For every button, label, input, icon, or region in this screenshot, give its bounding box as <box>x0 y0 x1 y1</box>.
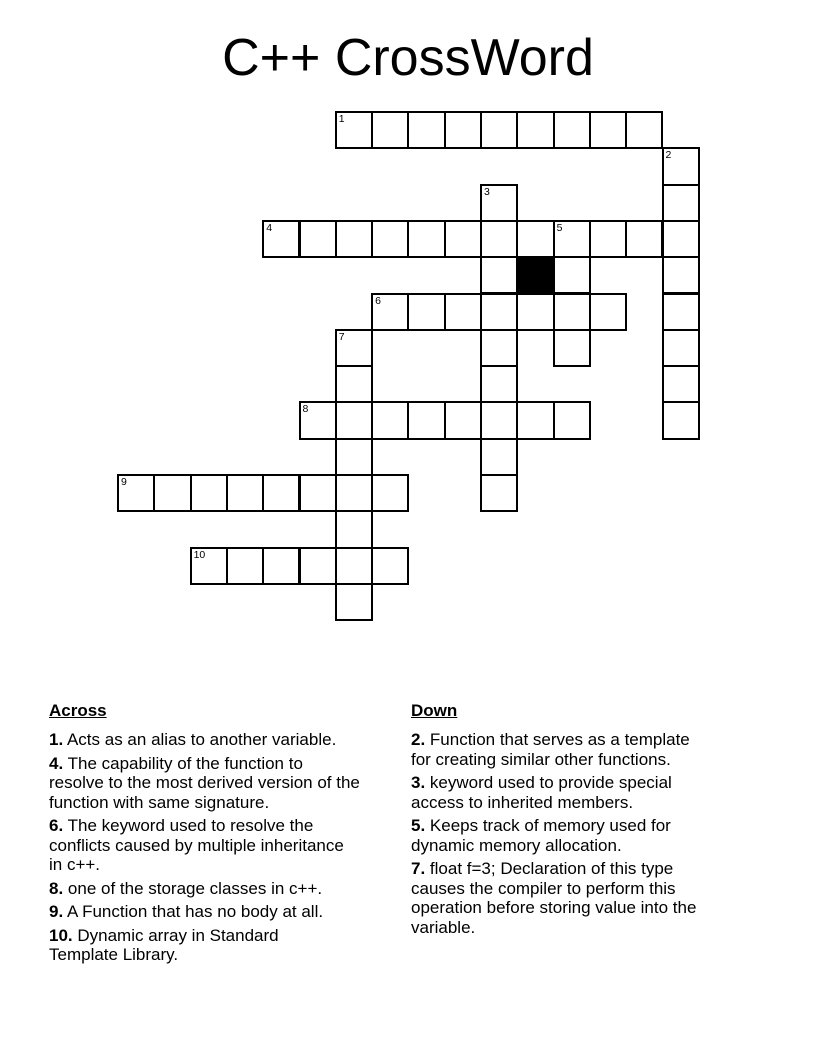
grid-cell[interactable] <box>299 547 337 585</box>
grid-cell[interactable] <box>444 111 482 149</box>
clue-across-8 <box>49 879 415 899</box>
grid-cell[interactable] <box>371 220 409 258</box>
grid-cell[interactable] <box>480 293 518 331</box>
clue-line: conflicts caused by multiple inheritance <box>49 835 344 855</box>
grid-cell[interactable] <box>407 401 445 439</box>
cell-number: 9 <box>121 476 127 488</box>
clue-line: 6. The keyword used to resolve the <box>49 816 314 835</box>
cell-number: 8 <box>302 403 309 416</box>
grid-cell[interactable] <box>480 365 518 403</box>
grid-cell[interactable] <box>516 111 554 149</box>
clue-line: 4. The capability of the function to <box>49 753 303 773</box>
clue-number: 2. <box>411 730 426 749</box>
clue-across-4 <box>49 754 415 813</box>
grid-cell[interactable] <box>190 474 228 512</box>
clue-line: for creating similar other functions. <box>411 749 671 769</box>
grid-cell[interactable] <box>662 184 700 222</box>
grid-cell[interactable] <box>662 293 700 331</box>
grid-cell[interactable] <box>589 111 627 149</box>
grid-cell-black <box>516 256 554 294</box>
grid-cell[interactable] <box>335 365 373 403</box>
clue-line: 2. Function that serves as a template <box>411 730 690 749</box>
clue-line: 3. keyword used to provide special <box>411 773 672 792</box>
grid-cell[interactable] <box>407 220 445 258</box>
grid-cell[interactable] <box>407 111 445 149</box>
grid-cell[interactable] <box>662 256 700 294</box>
grid-cell[interactable] <box>444 401 482 439</box>
clue-line: resolve to the most derived version of the <box>49 773 360 792</box>
cell-number: 2 <box>665 149 672 162</box>
grid-cell[interactable] <box>553 293 591 331</box>
grid-cell[interactable] <box>299 220 337 258</box>
grid-cell[interactable] <box>480 111 518 149</box>
across-clues <box>49 701 415 969</box>
clue-line: Template Library. <box>49 945 179 964</box>
clue-across-9 <box>49 902 415 922</box>
clue-number: 3. <box>411 773 426 792</box>
grid-cell[interactable] <box>553 111 591 149</box>
grid-cell[interactable] <box>335 583 373 621</box>
grid-cell[interactable] <box>625 111 663 149</box>
grid-cell[interactable] <box>516 220 554 258</box>
clue-number: 8. <box>49 878 64 898</box>
cell-number: 3 <box>484 185 490 198</box>
cell-number: 7 <box>338 330 345 343</box>
cell-number: 4 <box>266 221 273 234</box>
grid-cell[interactable] <box>407 293 445 331</box>
grid-cell[interactable] <box>662 365 700 403</box>
grid-cell[interactable] <box>480 401 518 439</box>
clue-number: 6. <box>49 816 64 835</box>
clue-down-7 <box>411 859 767 937</box>
grid-cell[interactable] <box>662 220 700 258</box>
clue-across-1 <box>49 730 415 750</box>
clue-down-2 <box>411 730 767 769</box>
grid-cell[interactable] <box>589 220 627 258</box>
grid-cell[interactable] <box>262 474 300 512</box>
clue-number: 10. <box>49 925 73 945</box>
grid-cell[interactable] <box>371 111 409 149</box>
grid-cell[interactable] <box>480 438 518 476</box>
cell-number: 6 <box>375 294 381 307</box>
grid-cell[interactable] <box>444 220 482 258</box>
clue-line: 8. one of the storage classes in c++. <box>49 878 323 898</box>
grid-cell[interactable] <box>480 256 518 294</box>
grid-cell[interactable] <box>335 220 373 258</box>
clue-number: 7. <box>411 859 426 878</box>
clue-number: 5. <box>411 816 426 835</box>
clue-down-5 <box>411 816 767 855</box>
grid-cell[interactable] <box>480 329 518 367</box>
grid-cell[interactable] <box>516 401 554 439</box>
clue-line: dynamic memory allocation. <box>411 835 622 855</box>
grid-cell[interactable] <box>662 401 700 439</box>
clue-across-6 <box>49 816 415 875</box>
clue-line: 7. float f=3; Declaration of this type <box>411 859 674 878</box>
grid-cell[interactable] <box>444 293 482 331</box>
clue-number: 4. <box>49 753 64 773</box>
clue-down-3 <box>411 773 767 812</box>
grid-cell[interactable] <box>516 293 554 331</box>
grid-cell[interactable] <box>553 256 591 294</box>
clue-line: function with same signature. <box>49 792 270 812</box>
across-clue-list <box>49 730 415 965</box>
grid-cell[interactable] <box>299 474 337 512</box>
down-clue-list <box>411 730 767 937</box>
clue-number: 1. <box>49 730 64 749</box>
clue-line: in c++. <box>49 855 101 874</box>
across-heading: Across <box>49 701 107 720</box>
down-clues <box>411 701 767 941</box>
clue-number: 9. <box>49 902 64 921</box>
clue-line: variable. <box>411 917 476 937</box>
down-heading: Down <box>411 701 458 720</box>
grid-cell[interactable] <box>371 401 409 439</box>
grid-cell[interactable] <box>335 474 373 512</box>
page-title: C++ CrossWord <box>222 29 594 87</box>
clue-line: access to inherited members. <box>411 792 634 812</box>
grid-cell[interactable] <box>371 547 409 585</box>
grid-cell[interactable] <box>480 220 518 258</box>
grid-cell[interactable] <box>226 547 264 585</box>
grid-cell[interactable] <box>553 401 591 439</box>
grid-cell[interactable] <box>625 220 663 258</box>
cell-number: 10 <box>193 548 206 561</box>
grid-cell[interactable] <box>153 474 191 512</box>
grid-cell[interactable] <box>335 438 373 476</box>
grid-cell[interactable] <box>335 547 373 585</box>
clue-line: 9. A Function that has no body at all. <box>49 902 324 921</box>
grid-cell[interactable] <box>480 474 518 512</box>
clue-across-10 <box>49 926 415 965</box>
grid-cell[interactable] <box>553 329 591 367</box>
grid-cell[interactable] <box>662 329 700 367</box>
clue-line: operation before storing value into the <box>411 898 697 917</box>
grid-cell[interactable] <box>589 293 627 331</box>
clue-line: causes the compiler to perform this <box>411 878 676 898</box>
clue-line: 5. Keeps track of memory used for <box>411 816 671 835</box>
grid-cell[interactable] <box>226 474 264 512</box>
clue-line: 1. Acts as an alias to another variable. <box>49 730 337 749</box>
grid-cell[interactable] <box>262 547 300 585</box>
clue-line: 10. Dynamic array in Standard <box>49 925 279 945</box>
cell-number: 5 <box>556 221 563 234</box>
grid-cell[interactable] <box>335 401 373 439</box>
grid-cell[interactable] <box>371 474 409 512</box>
grid-cell[interactable] <box>335 510 373 548</box>
cell-number: 1 <box>338 113 345 125</box>
